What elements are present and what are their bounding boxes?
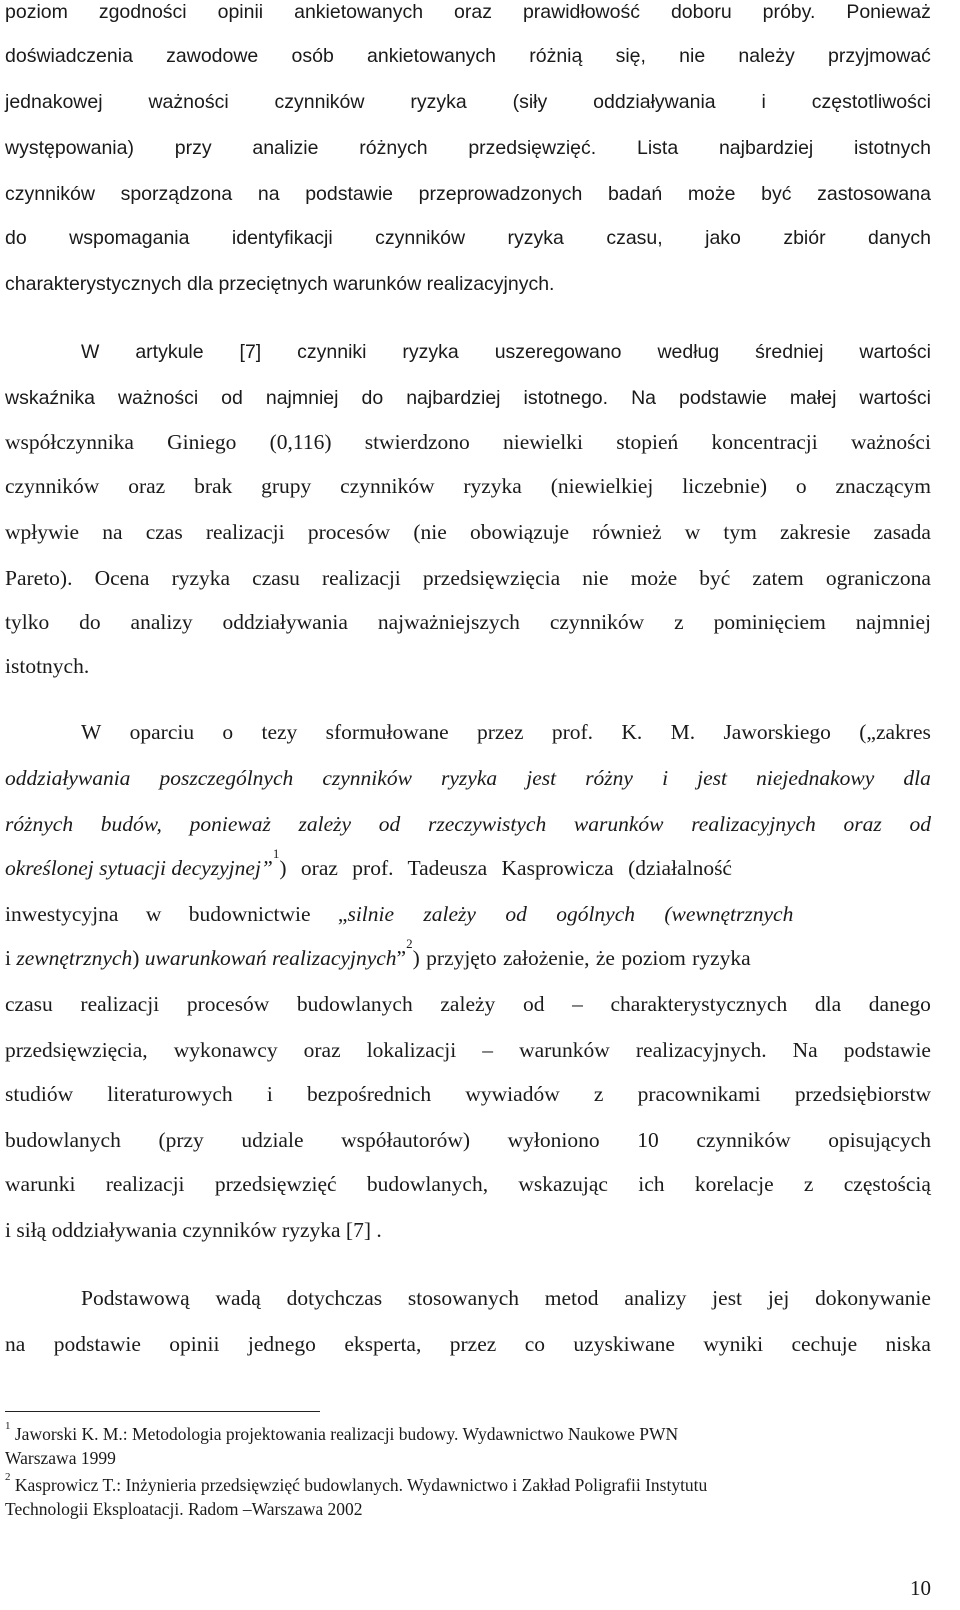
text-line bbox=[5, 936, 931, 970]
text-line bbox=[5, 44, 931, 68]
text-line bbox=[5, 1038, 931, 1062]
closing-quote: ” bbox=[396, 946, 407, 970]
line-text: doświadczenia zawodowe osób ankietowanych różnią się, nie należy przyjmować bbox=[5, 45, 931, 67]
line-text: współczynnika Giniego (0,116) stwierdzono niewielki stopień koncentracji ważności bbox=[5, 430, 931, 454]
text-line bbox=[5, 136, 931, 160]
line-text: studiów literaturowych i bezpośrednich wywiadów z pracownikami przedsiębiorstw bbox=[5, 1082, 931, 1106]
text-line bbox=[5, 0, 931, 24]
line-text: Podstawową wadą dotychczas stosowanych metod analizy jest jej dokonywanie bbox=[81, 1286, 931, 1310]
text-line bbox=[5, 182, 931, 206]
footnote-text: Warszawa 1999 bbox=[5, 1448, 116, 1468]
footnote-2 bbox=[5, 1471, 708, 1496]
text-line bbox=[5, 566, 931, 590]
quote-text: określonej sytuacji decyzyjnej” bbox=[5, 856, 273, 880]
text-line bbox=[5, 1332, 931, 1356]
page-number: 10 bbox=[910, 1576, 931, 1600]
line-text: wpływie na czas realizacji procesów (nie obowiązuje również w tym zakresie zasada bbox=[5, 520, 931, 544]
line-text: warunki realizacji przedsięwzięć budowlanych, wskazując ich korelacje z częstością bbox=[5, 1172, 931, 1196]
text-line bbox=[5, 90, 931, 114]
text-line bbox=[5, 610, 931, 634]
line-text: i siłą oddziaływania czynników ryzyka [7] . bbox=[5, 1218, 382, 1242]
text-line bbox=[5, 846, 931, 880]
quote-text: zewnętrznych bbox=[16, 946, 133, 970]
line-text: do wspomagania identyfikacji czynników ryzyka czasu, jako zbiór danych bbox=[5, 227, 931, 249]
line-text: Pareto). Ocena ryzyka czasu realizacji przedsięwzięcia nie może być zatem ograniczona bbox=[5, 566, 931, 590]
footnote-2-continuation bbox=[5, 1498, 362, 1520]
line-text: istotnych. bbox=[5, 654, 90, 678]
line-text: W oparciu o tezy sformułowane przez prof. K. M. Jaworskiego („zakres bbox=[81, 720, 931, 744]
line-text: poziom zgodności opinii ankietowanych oraz prawidłowość doboru próby. Ponieważ bbox=[5, 1, 931, 23]
text-line bbox=[5, 386, 931, 410]
line-text: i bbox=[5, 946, 17, 970]
text-line bbox=[5, 430, 931, 454]
line-text: przedsięwzięcia, wykonawcy oraz lokalizacji – warunków realizacyjnych. Na podstawie bbox=[5, 1038, 931, 1062]
line-text: W artykule [7] czynniki ryzyka uszeregowano według średniej wartości bbox=[81, 341, 931, 363]
text-line bbox=[5, 1172, 931, 1196]
line-text: ) bbox=[132, 946, 145, 970]
footnote-ref-2[interactable]: 2 bbox=[406, 936, 413, 951]
quote-text: różnych budów, ponieważ zależy od rzeczywistych warunków realizacyjnych oraz od bbox=[5, 812, 931, 836]
line-text: budowlanych (przy udziale współautorów) wyłoniono 10 czynników opisujących bbox=[5, 1128, 931, 1152]
footnote-number: 2 bbox=[5, 1471, 11, 1484]
line-text: występowania) przy analizie różnych przedsięwzięć. Lista najbardziej istotnych bbox=[5, 137, 931, 159]
text-line bbox=[5, 1286, 931, 1310]
line-text: ) oraz prof. Tadeusza Kasprowicza (działalność bbox=[279, 856, 732, 880]
text-line bbox=[5, 520, 931, 544]
quote-text: silnie zależy od ogólnych (wewnętrznych bbox=[347, 902, 794, 926]
text-line bbox=[5, 812, 931, 836]
text-line bbox=[5, 766, 931, 790]
text-line bbox=[5, 1082, 931, 1106]
line-text: tylko do analizy oddziaływania najważniejszych czynników z pominięciem najmniej bbox=[5, 610, 931, 634]
footnote-text: Jaworski K. M.: Metodologia projektowania realizacji budowy. Wydawnictwo Naukowe PWN bbox=[14, 1424, 679, 1444]
footnote-separator bbox=[5, 1411, 320, 1412]
line-text: jednakowej ważności czynników ryzyka (siły oddziaływania i częstotliwości bbox=[5, 91, 931, 113]
text-line bbox=[5, 1128, 931, 1152]
text-line bbox=[5, 474, 931, 498]
line-text: ) przyjęto założenie, że poziom ryzyka bbox=[412, 946, 751, 970]
line-text: czynników sporządzona na podstawie przeprowadzonych badań może być zastosowana bbox=[5, 183, 931, 205]
footnote-ref-1[interactable]: 1 bbox=[272, 846, 280, 861]
line-text: inwestycyjna w budownictwie „ bbox=[5, 902, 348, 926]
line-text: czynników oraz brak grupy czynników ryzyka (niewielkiej liczebnie) o znaczącym bbox=[5, 474, 931, 498]
text-line bbox=[5, 902, 931, 926]
footnote-1-continuation bbox=[5, 1447, 116, 1469]
footnote-text: Technologii Eksploatacji. Radom –Warszawa 2002 bbox=[5, 1499, 363, 1519]
footnote-number: 1 bbox=[5, 1420, 11, 1433]
line-text: na podstawie opinii jednego eksperta, przez co uzyskiwane wyniki cechuje niska bbox=[5, 1332, 931, 1356]
line-text: czasu realizacji procesów budowlanych zależy od – charakterystycznych dla danego bbox=[5, 992, 931, 1016]
line-text: wskaźnika ważności od najmniej do najbardziej istotnego. Na podstawie małej wartości bbox=[5, 387, 931, 409]
footnote-1 bbox=[5, 1420, 679, 1445]
text-line bbox=[5, 720, 931, 744]
text-line bbox=[5, 654, 931, 678]
line-text: charakterystycznych dla przeciętnych warunków realizacyjnych. bbox=[5, 273, 555, 295]
quote-text: oddziaływania poszczególnych czynników ryzyka jest różny i jest niejednakowy dla bbox=[5, 766, 931, 790]
text-line bbox=[5, 226, 931, 250]
text-line bbox=[5, 340, 931, 364]
quote-text: uwarunkowań realizacyjnych bbox=[144, 946, 397, 970]
text-line bbox=[5, 992, 931, 1016]
text-line bbox=[5, 1218, 931, 1242]
footnote-text: Kasprowicz T.: Inżynieria przedsięwzięć budowlanych. Wydawnictwo i Zakład Poligrafii Instytutu bbox=[14, 1475, 708, 1495]
text-line bbox=[5, 272, 931, 296]
